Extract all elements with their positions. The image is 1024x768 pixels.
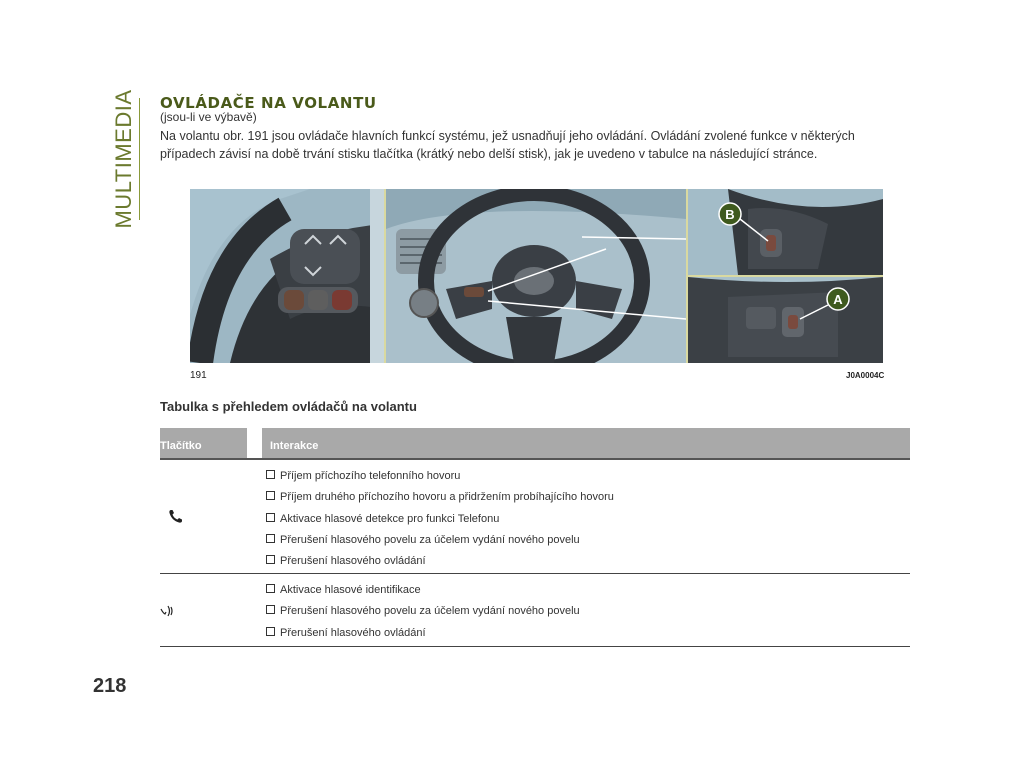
list-item: Přerušení hlasového ovládání	[266, 627, 426, 639]
table-header	[160, 428, 910, 460]
table-title: Tabulka s přehledem ovládačů na volantu	[160, 399, 417, 414]
checkbox-icon	[266, 534, 275, 543]
list-item: Příjem příchozího telefonního hovoru	[266, 470, 460, 482]
figure-panel-steering-wheel	[386, 189, 686, 363]
callout-a: A	[833, 292, 843, 307]
figure-panel-button-a	[688, 277, 883, 363]
checkbox-icon	[266, 491, 275, 500]
page-title: OVLÁDAČE NA VOLANTU	[160, 94, 377, 112]
checkbox-icon	[266, 555, 275, 564]
checkbox-icon	[266, 470, 275, 479]
intro-line-2: případech závisí na době trvání stisku tlačítka (krátký nebo delší stisk), jak je uvedeno v tabulce na následující stránce.	[160, 147, 818, 161]
page-number: 218	[93, 675, 127, 697]
checkbox-icon	[266, 513, 275, 522]
figure-panel-button-b	[688, 189, 883, 275]
list-item: Přerušení hlasového povelu za účelem vydání nového povelu	[266, 534, 580, 546]
voice-command-icon	[160, 604, 176, 623]
figure-number: 191	[190, 370, 207, 381]
list-item: Aktivace hlasové detekce pro funkci Telefonu	[266, 513, 499, 525]
intro-line-1: Na volantu obr. 191 jsou ovládače hlavních funkcí systému, jež usnadňují jeho ovládání. Ovládání zvolené funkce v některých	[160, 129, 855, 143]
page-subtitle: (jsou-li ve výbavě)	[160, 110, 257, 124]
phone-icon	[168, 508, 184, 529]
list-item: Přerušení hlasového ovládání	[266, 555, 426, 567]
section-divider	[139, 98, 140, 220]
steering-wheel-figure	[190, 189, 883, 363]
checkbox-icon	[266, 605, 275, 614]
header-separator	[247, 428, 262, 458]
callout-b: B	[725, 207, 735, 222]
header-interaction: Interakce	[270, 440, 319, 452]
checkbox-icon	[266, 584, 275, 593]
table-row	[160, 574, 910, 647]
header-button: Tlačítko	[160, 440, 202, 452]
intro-paragraph	[160, 127, 905, 163]
list-item: Příjem druhého příchozího hovoru a přidržením probíhajícího hovoru	[266, 491, 614, 503]
list-item: Aktivace hlasové identifikace	[266, 584, 421, 596]
figure-code: J0A0004C	[846, 371, 885, 380]
table-row	[160, 460, 910, 574]
list-item: Přerušení hlasového povelu za účelem vydání nového povelu	[266, 605, 580, 617]
figure-panel-left-buttons	[190, 189, 384, 363]
section-side-label: MULTIMEDIA	[111, 89, 136, 229]
checkbox-icon	[266, 627, 275, 636]
